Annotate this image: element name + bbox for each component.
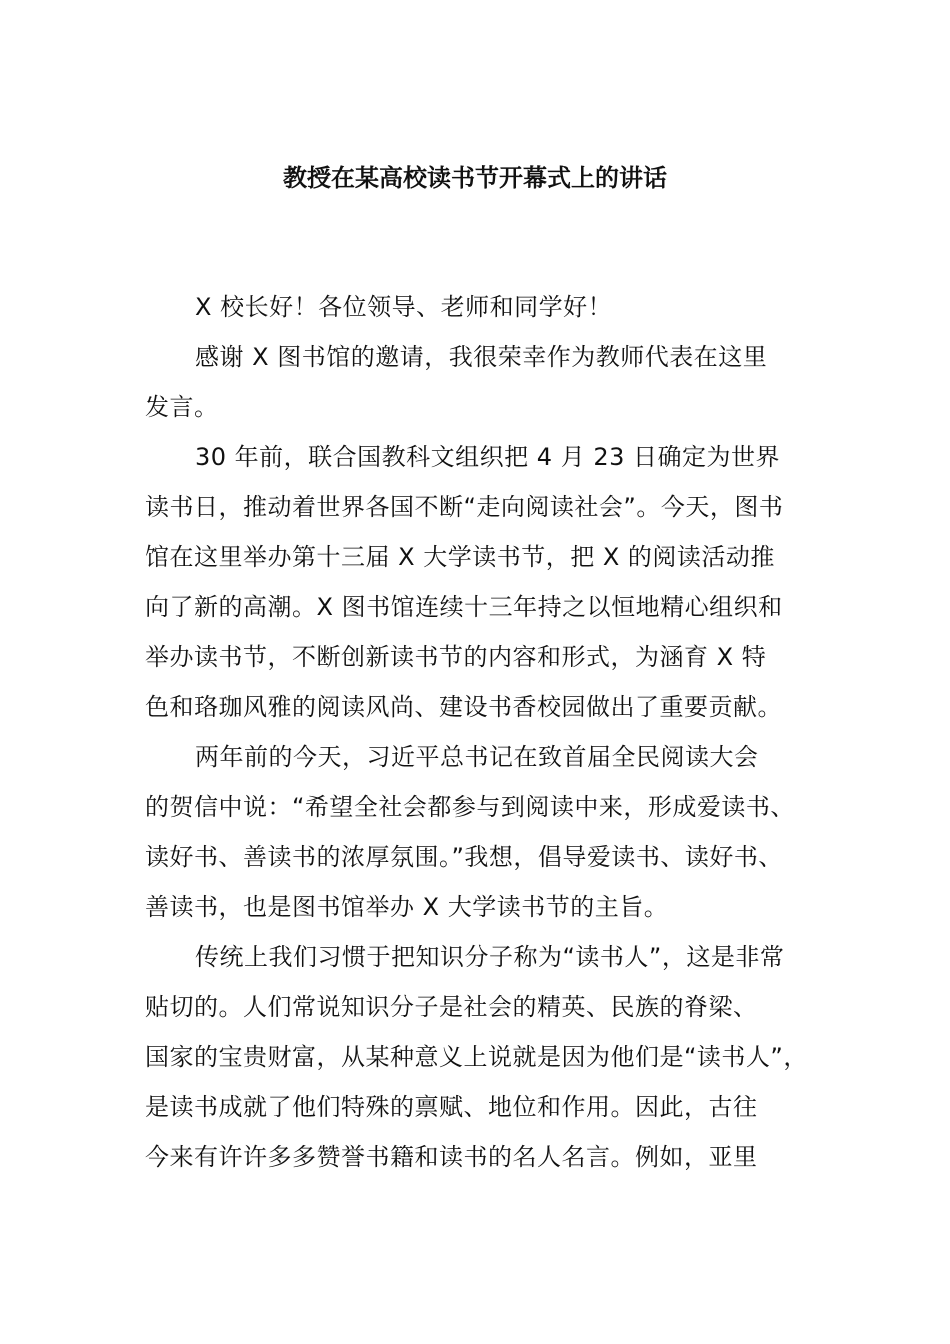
paragraph-world-book-day xyxy=(145,432,815,732)
text-line: 善读书，也是图书馆举办 X 大学读书节的主旨。 xyxy=(145,893,669,921)
text-line: 色和珞珈风雅的阅读风尚、建设书香校园做出了重要贡献。 xyxy=(145,693,782,721)
text-line: X 校长好！各位领导、老师和同学好！ xyxy=(195,293,613,321)
text-line: 30 年前，联合国教科文组织把 4 月 23 日确定为世界 xyxy=(195,443,780,471)
text-line: 国家的宝贵财富，从某种意义上说就是因为他们是“读书人”， xyxy=(145,1043,808,1071)
paragraph-greeting xyxy=(145,282,815,332)
text-line: 贴切的。人们常说知识分子是社会的精英、民族的脊梁、 xyxy=(145,993,758,1021)
text-line: 举办读书节，不断创新读书节的内容和形式，为涵育 X 特 xyxy=(145,643,767,671)
paragraph-readers xyxy=(145,932,815,1182)
paragraph-thanks xyxy=(145,332,815,432)
text-line: 馆在这里举办第十三届 X 大学读书节，把 X 的阅读活动推 xyxy=(145,543,775,571)
document-title: 教授在某高校读书节开幕式上的讲话 xyxy=(283,164,667,192)
text-line: 的贺信中说：“希望全社会都参与到阅读中来，形成爱读书、 xyxy=(145,793,795,821)
text-line: 读好书、善读书的浓厚氛围。”我想，倡导爱读书、读好书、 xyxy=(145,843,783,871)
paragraph-reading-conference xyxy=(145,732,815,932)
text-line: 读书日，推动着世界各国不断“走向阅读社会”。今天，图书 xyxy=(145,493,784,521)
text-line: 发言。 xyxy=(145,393,219,421)
text-line: 今来有许许多多赞誉书籍和读书的名人名言。例如，亚里 xyxy=(145,1143,758,1171)
text-line: 两年前的今天，习近平总书记在致首届全民阅读大会 xyxy=(195,743,759,771)
text-line: 向了新的高潮。X 图书馆连续十三年持之以恒地精心组织和 xyxy=(145,593,783,621)
text-line: 感谢 X 图书馆的邀请，我很荣幸作为教师代表在这里 xyxy=(195,343,768,371)
text-line: 传统上我们习惯于把知识分子称为“读书人”，这是非常 xyxy=(195,943,785,971)
text-line: 是读书成就了他们特殊的禀赋、地位和作用。因此，古往 xyxy=(145,1093,758,1121)
document-body xyxy=(145,282,815,1182)
